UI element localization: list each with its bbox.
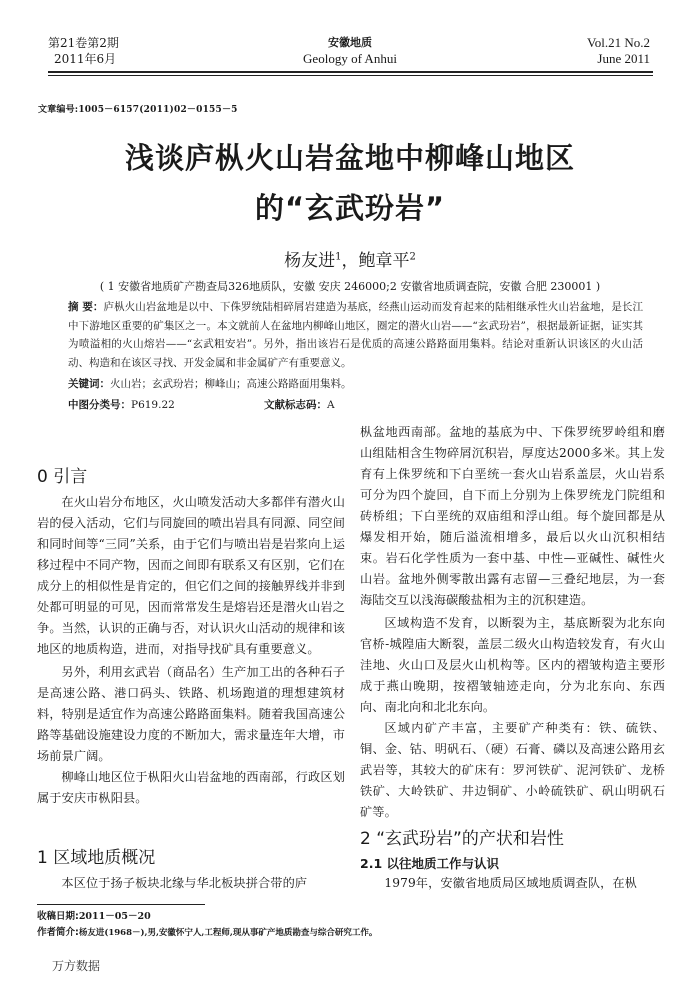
- abstract-label: 摘 要：: [68, 301, 104, 313]
- section-2-heading: 2 “玄武玢岩”的产状和岩性: [360, 829, 564, 849]
- article-number: 文章编号:1005－6157(2011)02－0155－5: [38, 105, 238, 115]
- abstract: [68, 298, 643, 372]
- header-rule-thick: [48, 71, 653, 73]
- doc-code-value: A: [327, 399, 335, 411]
- keywords-label: 关键词：: [68, 378, 110, 390]
- keywords: [68, 376, 648, 391]
- journal-name-cn: 安徽地质: [328, 36, 372, 49]
- section-1-heading: 1 区域地质概况: [37, 848, 156, 868]
- header-rule-thin: [48, 75, 653, 76]
- received-value: 2011－05－20: [78, 911, 151, 922]
- author-bio-label: 作者简介:: [37, 927, 79, 938]
- geology-paragraph-start: 本区位于扬子板块北缘与华北板块拼合带的庐: [61, 876, 308, 890]
- author-2: 鲍章平: [358, 251, 410, 271]
- clc-value: P619.22: [131, 399, 175, 411]
- geology-paragraph-cont: 枞盆地西南部。盆地的基底为中、下侏罗统罗岭组和磨山组陆相含生物碎屑沉积岩，厚度达2000多米。其上发育有上侏罗统和下白垩统一套火山岩系盖层，火山岩系可分为四个旋回，自下而上分别为上侏罗统龙门院组和砖桥组；下白垩统的双庙组和浮山组。每个旋回都是从爆发相开始，随后溢流相增多，最后以火山沉积相结束。岩石化学性质为一套中基、中性—亚碱性、碱性火山岩。盆地外侧零散出露有志留—三叠纪地层，为一套海陆交互以浅海碳酸盐相为主的沉积建造。: [360, 425, 665, 607]
- volume-issue-en: Vol.21 No.2: [587, 35, 650, 50]
- footnote-rule: [37, 904, 205, 905]
- received-date: [37, 908, 151, 922]
- section-2-paragraph: [360, 873, 665, 894]
- article-title-line-2: 的“玄武玢岩”: [254, 191, 446, 225]
- intro-paragraph-3: 柳峰山地区位于枞阳火山岩盆地的西南部，行政区划属于安庆市枞阳县。: [37, 770, 345, 805]
- history-paragraph-start: 1979年，安徽省地质局区域地质调查队，在枞: [384, 876, 637, 890]
- document-code: [264, 397, 335, 412]
- doc-code-label: 文献标志码：: [264, 399, 327, 411]
- classification: [68, 397, 628, 412]
- received-label: 收稿日期:: [37, 911, 79, 922]
- author-1: 杨友进: [284, 251, 336, 271]
- section-1-paragraph: [37, 873, 345, 894]
- left-column-body: [37, 492, 345, 809]
- author-2-affil: 2: [409, 251, 416, 263]
- volume-issue-cn: 第21卷第2期: [48, 36, 119, 50]
- author-bio-text: 杨友进(1968－),男,安徽怀宁人,工程师,现从事矿产地质勘查与综合研究工作。: [78, 928, 378, 938]
- author-bio: [37, 924, 377, 938]
- watermark: 万方数据: [52, 959, 101, 973]
- subsection-2-1-heading: 2.1 以往地质工作与认识: [360, 856, 499, 871]
- running-header-right: [587, 35, 650, 67]
- intro-paragraph-2: 另外，利用玄武岩（商品名）生产加工出的各种石子是高速公路、港口码头、铁路、机场跑道的理想建筑材料，特别是适宜作为高速公路路面集料。随着我国高速公路等基础设施建设力度的不断加大，需求量连年大增，市场前景广阔。: [37, 665, 345, 763]
- clc-label: 中图分类号：: [68, 399, 131, 411]
- date-en: June 2011: [597, 51, 650, 66]
- keywords-text: 火山岩；玄武玢岩；柳峰山；高速公路路面用集料。: [110, 378, 352, 390]
- intro-paragraph-1: 在火山岩分布地区，火山喷发活动大多都伴有潜火山岩的侵入活动，它们与同旋回的喷出岩具有同源、同空间和同时间等“三同”关系，由于它们与喷出岩是岩浆向上运移过程中不同产物，因而之间即有联系又有区别，它们在成分上的相似性是肯定的，但它们之间的接触界线并非到处都可明显的可见，因而常常发生是熔岩还是潜火山岩之争。当然，认识的正确与否，对认识火山活动的规律和该地区的地质构造，进而，对指导找矿具有重要意义。: [37, 495, 345, 656]
- section-0-heading: 0 引言: [37, 467, 88, 487]
- structure-paragraph: 区域构造不发育，以断裂为主，基底断裂为北东向官桥-城隍庙大断裂，盖层二级火山构造较发育，有火山洼地、火山口及层火山机构等。区内的褶皱构造主要形成于燕山晚期，按褶皱轴迹走向，分为北东向、东西向、南北向和北北东向。: [360, 616, 665, 714]
- author-1-affil: 1: [335, 251, 342, 263]
- article-title-line-1: 浅谈庐枞火山岩盆地中柳峰山地区: [124, 141, 575, 175]
- author-list: [0, 246, 700, 271]
- date-cn: 2011年6月: [54, 52, 117, 66]
- journal-name-en: Geology of Anhui: [303, 51, 397, 66]
- minerals-paragraph: 区域内矿产丰富，主要矿产种类有：铁、硫铁、铜、金、钴、明矾石、（硬）石膏、磷以及高速公路用玄武岩等，其较大的矿床有：罗河铁矿、泥河铁矿、龙桥铁矿、大岭铁矿、井边铜矿、小岭硫铁矿、矾山明矾石矿等。: [360, 721, 665, 819]
- right-column-body: [360, 422, 665, 823]
- author-separator: ，: [341, 251, 359, 271]
- author-affiliations: ( 1 安徽省地质矿产勘查局326地质队，安徽 安庆 246000;2 安徽省地质调查院，安徽 合肥 230001 ): [99, 280, 601, 293]
- abstract-text: 庐枞火山岩盆地是以中、下侏罗统陆相碎屑岩建造为基底，经燕山运动而发育起来的陆相继承性火山岩盆地，是长江中下游地区重要的矿集区之一。本文就前人在盆地内柳峰山地区，圈定的潜火山岩——“玄武玢岩”，根据最新证据，证实其为喷溢相的火山熔岩——“玄武粗安岩”。另外，指出该岩石是优质的高速公路路面用集料。结论对重新认识该区的火山活动、构造和在该区寻找、开发金属和非金属矿产有重要意义。: [68, 301, 644, 369]
